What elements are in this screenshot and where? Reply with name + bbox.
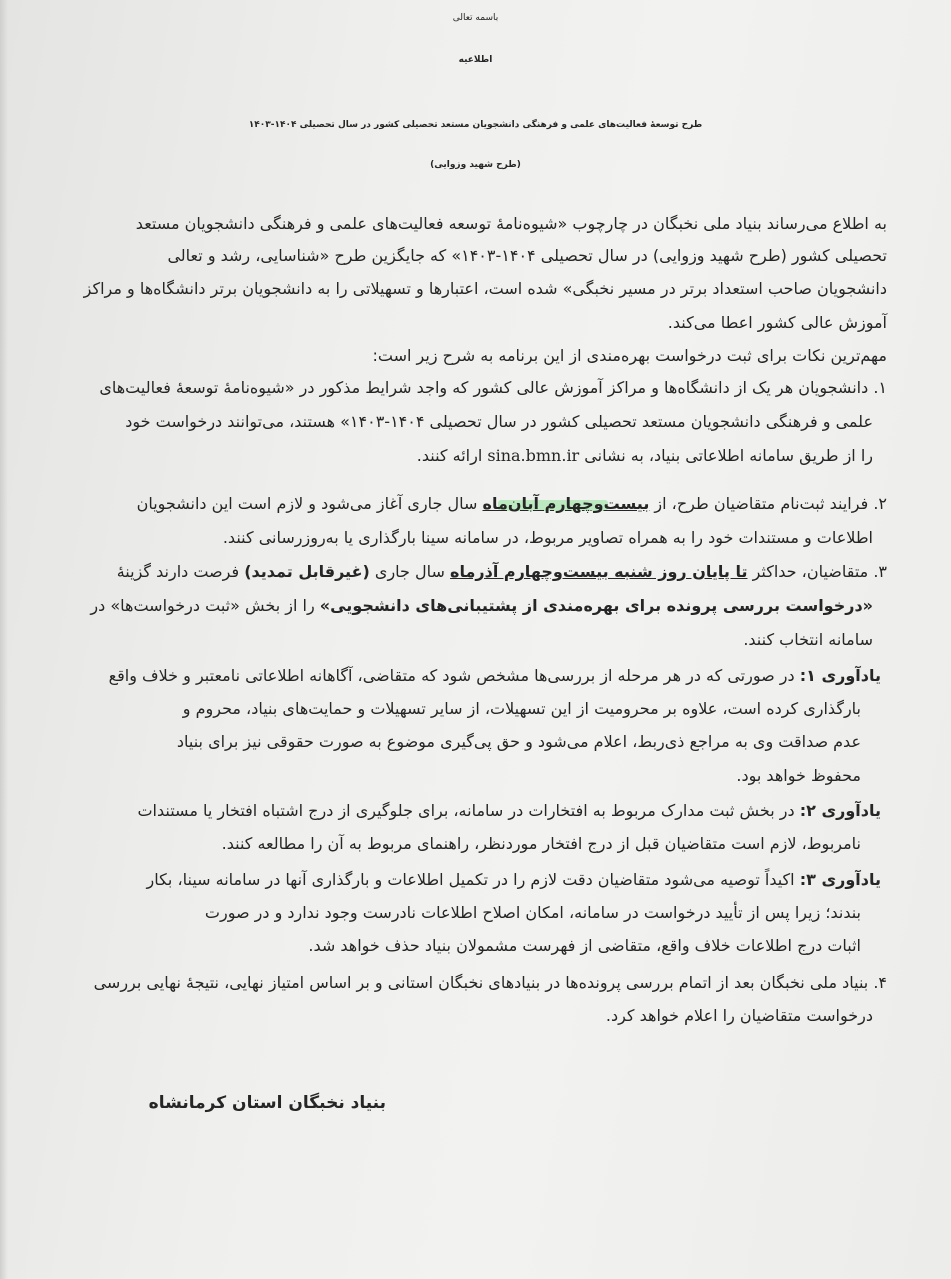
- reminder3-text-1: اکیداً توصیه می‌شود متقاضیان دقت لازم را در تکمیل اطلاعات و بارگذاری آنها در سامانه سینا، بکار: [146, 870, 795, 889]
- deadline-date: تا پایان روز شنبه بیست‌وچهارم آذرماه: [450, 562, 748, 581]
- signature: بنیاد نخبگان استان کرمانشاه: [148, 1093, 386, 1113]
- registration-start-date: بیست‌وچهارم آبان‌ماه: [482, 494, 650, 513]
- notice-heading: اطلاعیه: [458, 55, 493, 65]
- item4-line-2: درخواست متقاضیان را اعلام خواهد کرد.: [605, 1006, 873, 1025]
- item3-text-a: ۳. متقاضیان، حداکثر: [752, 562, 887, 581]
- reminder1-line-3: عدم صداقت وی به مراجع ذی‌ربط، اعلام می‌شود و حق پی‌گیری موضوع به صورت حقوقی نیز برای بنیاد: [176, 732, 861, 751]
- reminder3-label: یادآوری ۳:: [799, 870, 881, 889]
- sina-url-text: sina.bmn.ir: [487, 446, 580, 465]
- reminder3-line-2: بندند؛ زیرا پس از تأیید درخواست در سامانه، امکان اصلاح اطلاعات نادرست وجود ندارد و در صورت: [204, 903, 861, 922]
- request-option-name: «درخواست بررسی پرونده برای بهره‌مندی از پشتیبانی‌های دانشجویی»: [319, 596, 873, 615]
- reminder2-line-2: نامربوط، لازم است متقاضیان قبل از درج افتخار موردنظر، راهنمای مربوط به آن را مطالعه کنند.: [221, 834, 861, 853]
- item1-line-1: ۱. دانشجویان هر یک از دانشگاه‌ها و مراکز آموزش عالی کشور که واجد شرایط مذکور در «شیوه‌نامۀ توسعۀ فعالیت‌های: [99, 378, 887, 397]
- intro-line-4: آموزش عالی کشور اعطا می‌کند.: [667, 313, 887, 332]
- item3-line-1: [117, 564, 887, 580]
- item3-line-3: سامانه انتخاب کنند.: [743, 630, 873, 649]
- item3-text-e: فرصت دارند گزینۀ: [116, 562, 240, 581]
- reminder2-label: یادآوری ۲:: [799, 801, 881, 820]
- reminder1-line-4: محفوظ خواهد بود.: [736, 766, 861, 785]
- reminder2-text-1: در بخش ثبت مدارک مربوط به افتخارات در سامانه، برای جلوگیری از درج اشتباه افتخار یا مستندات: [137, 801, 795, 820]
- reminder1-text-1: در صورتی که در هر مرحله از بررسی‌ها مشخص شود که متقاضی، آگاهانه اطلاعاتی نامعتبر و خلاف واقع: [108, 666, 795, 685]
- item2-text-a: ۲. فرایند ثبت‌نام متقاضیان طرح، از: [654, 494, 887, 513]
- reminder1-line-2: بارگذاری کرده است، علاوه بر محرومیت از این تسهیلات، از سایر تسهیلات و حمایت‌های بنیاد، محروم و: [182, 699, 861, 718]
- document-subtitle: (طرح شهید وزوایی): [430, 160, 521, 170]
- reminder3-line-1: [146, 872, 881, 888]
- intro-line-1: به اطلاع می‌رساند بنیاد ملی نخبگان در چارچوب «شیوه‌نامۀ توسعه فعالیت‌های علمی و فرهنگی دانشجویان مستعد: [135, 214, 887, 233]
- item1-line-2: علمی و فرهنگی دانشجویان مستعد تحصیلی کشور در سال تحصیلی ۱۴۰۴-۱۴۰۳» هستند، می‌توانند درخواست خود: [125, 412, 873, 431]
- invocation-text: باسمه تعالی: [452, 13, 499, 23]
- item1-line-3: [417, 448, 873, 464]
- item3-text-c: سال جاری: [374, 562, 445, 581]
- item2-text-c: سال جاری آغاز می‌شود و لازم است این دانشجویان: [136, 494, 478, 513]
- reminder1-label: یادآوری ۱:: [799, 666, 881, 685]
- reminder3-line-3: اثبات درج اطلاعات خلاف واقع، متقاضی از فهرست مشمولان بنیاد حذف خواهد شد.: [308, 936, 861, 955]
- item2-line-2: اطلاعات و مستندات خود را به همراه تصاویر مربوط، در سامانه سینا بارگذاری یا به‌روزرسانی کنند.: [222, 528, 873, 547]
- reminder1-line-1: [109, 668, 881, 684]
- intro-line-5: مهم‌ترین نکات برای ثبت درخواست بهره‌مندی از این برنامه به شرح زیر است:: [372, 346, 887, 365]
- non-extendable-note: (غیرقابل تمدید): [244, 562, 370, 581]
- item2-line-1: [137, 496, 887, 512]
- item3-line-2: [90, 598, 873, 614]
- item1-line-3-prefix: را از طریق سامانه اطلاعاتی بنیاد، به نشانی: [584, 446, 873, 465]
- item3-text-2b: را از بخش «ثبت درخواست‌ها» در: [90, 596, 315, 615]
- reminder2-line-1: [137, 803, 881, 819]
- page-shadow-edge: [0, 0, 8, 1279]
- item4-line-1: ۴. بنیاد ملی نخبگان بعد از اتمام بررسی پرونده‌ها در بنیادهای نخبگان استانی و بر اساس امتیاز نهایی، نتیجۀ نهایی بررسی: [93, 973, 887, 992]
- intro-line-3: دانشجویان صاحب استعداد برتر در مسیر نخبگی» شده است، اعتبارها و تسهیلاتی را به دانشجویان برتر دانشگاه‌ها و مراکز: [83, 279, 887, 298]
- intro-line-2: تحصیلی کشور (طرح شهید وزوایی) در سال تحصیلی ۱۴۰۴-۱۴۰۳» که جایگزین طرح «شناسایی، رشد و تعالی: [167, 246, 887, 265]
- item1-line-3-suffix: ارائه کنند.: [416, 446, 483, 465]
- document-title: طرح توسعۀ فعالیت‌های علمی و فرهنگی دانشجویان مستعد تحصیلی کشور در سال تحصیلی ۱۴۰۴-۱۴۰۳: [248, 120, 703, 130]
